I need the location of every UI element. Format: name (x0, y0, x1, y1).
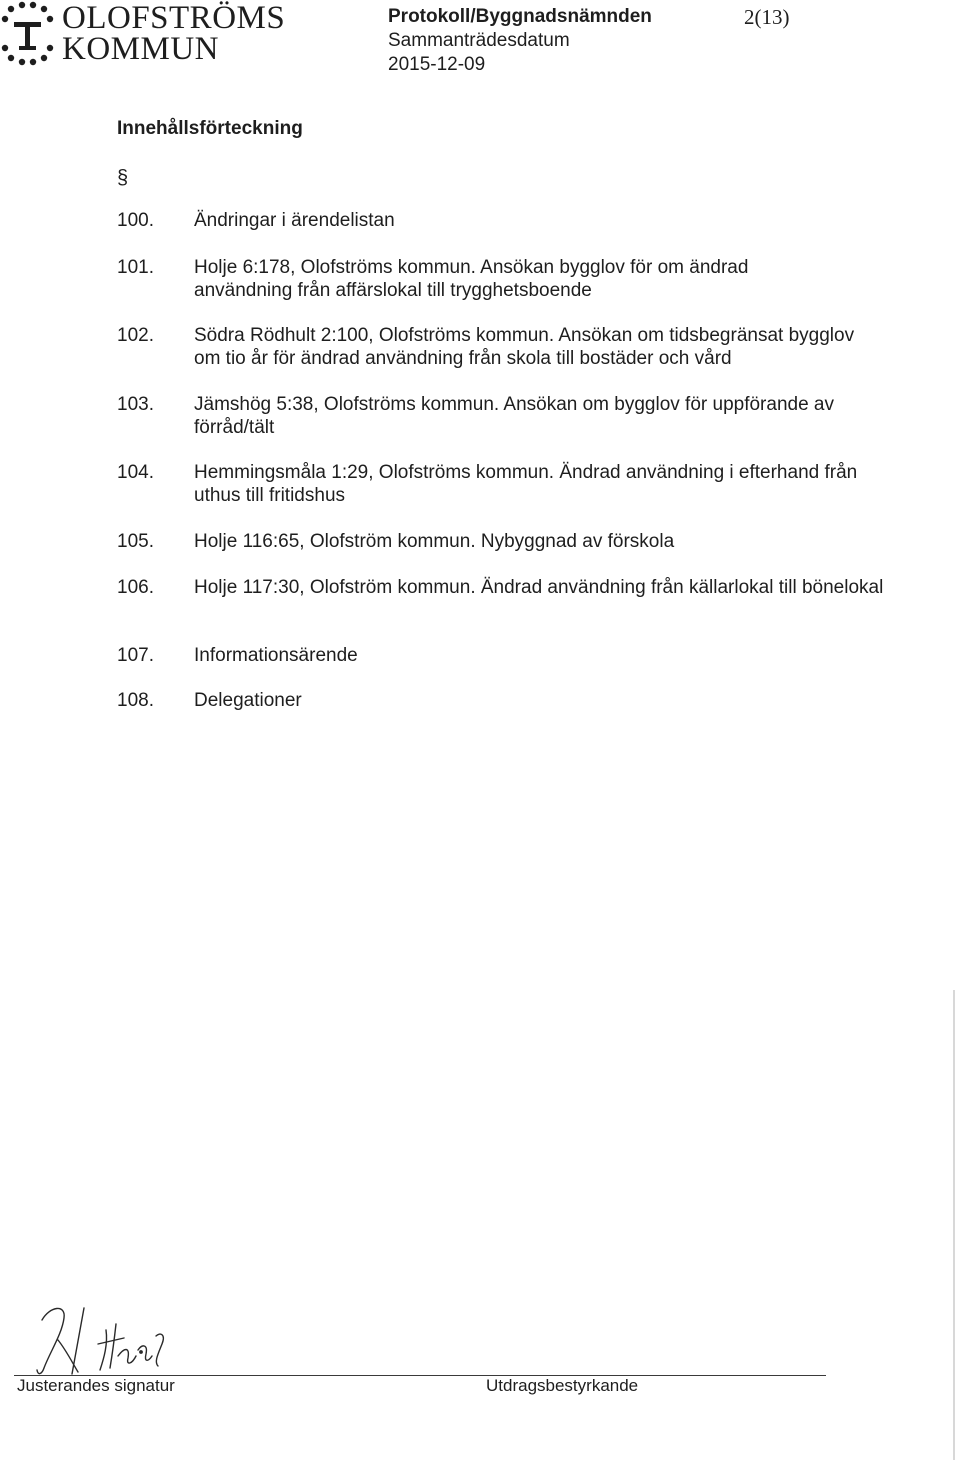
page-number: 2(13) (744, 5, 790, 29)
toc-item-text: Ändringar i ärendelistan (194, 210, 395, 231)
toc-heading: Innehållsförteckning (117, 118, 303, 139)
toc-item-number: 105. (117, 531, 154, 552)
toc-item-text: Holje 6:178, Olofströms kommun. Ansökan bygglov för om ändrad användning från affärslokal till trygghetsboende (194, 257, 749, 301)
toc-item-number: 106. (117, 577, 154, 598)
toc-item-text: Informationsärende (194, 645, 358, 666)
toc-item-text: Delegationer (194, 690, 302, 711)
toc-item-text: Hemmingsmåla 1:29, Olofströms kommun. Ändrad användning i efterhand från uthus till fritidshus (194, 462, 858, 506)
meeting-date-label: Sammanträdesdatum (388, 30, 570, 51)
section-sign: § (117, 167, 129, 189)
logo-text-line2: KOMMUN (62, 31, 220, 67)
toc-item-text: Jämshög 5:38, Olofströms kommun. Ansökan om bygglov för uppförande av förråd/tält (194, 394, 834, 438)
toc-item-number: 103. (117, 394, 154, 415)
logo-text-line1: OLOFSTRÖMS (62, 0, 286, 36)
meeting-date: 2015-12-09 (388, 54, 486, 75)
extract-certification-label: Utdragsbestyrkande (486, 1376, 639, 1395)
adjuster-signature-label: Justerandes signatur (17, 1376, 175, 1395)
toc-item-number: 104. (117, 462, 154, 483)
handwritten-signature (20, 1300, 190, 1378)
toc-item-text: Holje 117:30, Olofström kommun. Ändrad användning från källarlokal till bönelokal (194, 577, 884, 598)
toc-item-text: Södra Rödhult 2:100, Olofströms kommun. Ansökan om tidsbegränsat bygglov om tio år för ändrad användning från skola till bostäder och vård (194, 325, 855, 369)
toc-item-text: Holje 116:65, Olofström kommun. Nybyggnad av förskola (194, 531, 675, 552)
document-title: Protokoll/Byggnadsnämnden (388, 6, 652, 27)
toc-item-number: 102. (117, 325, 154, 346)
toc-item-number: 101. (117, 257, 154, 278)
logo-emblem-icon (0, 0, 64, 72)
toc-item-number: 100. (117, 210, 154, 231)
toc-item-number: 108. (117, 690, 154, 711)
toc-item-number: 107. (117, 645, 154, 666)
municipality-logo (0, 0, 300, 72)
scan-edge-shadow (953, 990, 955, 1460)
